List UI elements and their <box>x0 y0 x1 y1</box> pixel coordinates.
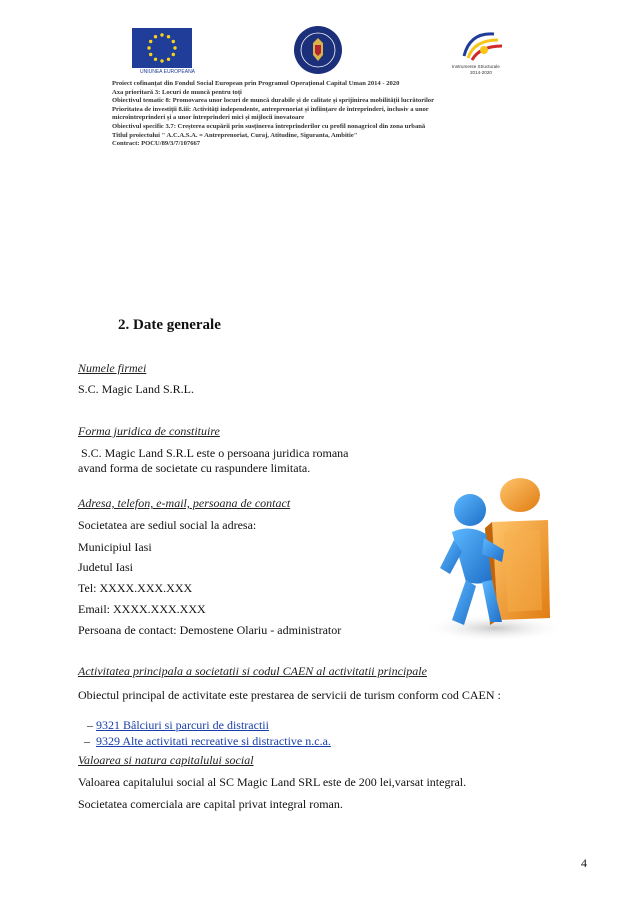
address-line: Societatea are sediul social la adresa: <box>78 518 257 532</box>
eu-logo <box>132 28 196 78</box>
address-line: Judetul Iasi <box>78 560 133 574</box>
section-heading: 2. Date generale <box>118 317 221 333</box>
eu-label: UNIUNEA EUROPEANA <box>140 69 196 75</box>
info-person-icon <box>400 470 575 645</box>
capital-line: Valoarea capitalului social al SC Magic Land SRL este de 200 lei,varsat integral. <box>78 775 467 789</box>
legal-form-title: Forma juridica de constituire <box>78 424 220 438</box>
caen-item <box>78 719 331 749</box>
company-name-title <box>78 361 364 376</box>
capital-title: Valoarea si natura capitalului social <box>78 753 254 767</box>
structural-instruments-years: 2014-2020 <box>470 70 492 75</box>
company-name-title-text: Numele firmei <box>78 361 147 375</box>
eu-star-icon <box>167 58 170 61</box>
activity-intro: Obiectul principal de activitate este prestarea de servicii de turism conform cod CAEN : <box>78 688 501 702</box>
contact-person-line: Persoana de contact: Demostene Olariu - administrator <box>78 623 342 637</box>
phone-line: Tel: XXXX.XXX.XXX <box>78 581 193 595</box>
eu-flag-icon <box>132 28 192 70</box>
eu-star-icon <box>154 58 157 61</box>
email-line: Email: XXXX.XXX.XXX <box>78 602 206 616</box>
structural-instruments-label: Instrumente Structurale <box>452 64 500 69</box>
header-line: Contract: POCU/89/3/7/107667 <box>112 140 201 148</box>
legal-form-line: avand forma de societate cu raspundere limitata. <box>78 461 311 475</box>
caen-9329-link[interactable]: 9329 Alte activitati recreative si distractive n.c.a. <box>96 734 331 748</box>
capital-line: Societatea comerciala are capital privat integral roman. <box>78 797 343 811</box>
header-line: Obiectivul tematic 8: Promovarea unor locuri de muncă durabile și de calitate și sprijinirea mobilității lucrătorilor <box>112 97 435 105</box>
eu-star-icon <box>149 53 152 56</box>
header-line: Axa prioritară 3: Locuri de muncă pentru toți <box>112 88 242 96</box>
header-line: Prioritatea de investiții 8.iii: Activități independente, antreprenoriat și înființare de întreprinderi, inclusiv a unor <box>112 105 429 113</box>
caen-item-prefix: – <box>84 718 96 732</box>
header-line: Titlul proiectului " A.C.A.S.A. = Antreprenoriat, Curaj, Atitudine, Siguranta, Ambitie" <box>112 131 358 139</box>
address-line: Municipiul Iasi <box>78 540 152 554</box>
government-logo <box>293 25 343 75</box>
header-line: Proiect cofinanțat din Fondul Social European prin Programul Operațional Capital Uman 2014 - 2020 <box>112 80 400 87</box>
eu-star-icon <box>172 53 175 56</box>
eu-star-icon <box>167 35 170 38</box>
structural-instruments-icon <box>458 26 508 64</box>
legal-form-line: S.C. Magic Land S.R.L este o persoana juridica romana <box>78 446 349 460</box>
header-line: microîntreprinderi și a unor întreprinderi mici și mijlocii inovatoare <box>112 114 305 122</box>
eu-star-icon <box>149 40 152 43</box>
page-number: 4 <box>581 856 587 870</box>
eu-star-icon <box>160 33 163 36</box>
activity-title: Activitatea principala a societatii si codul CAEN al activitatii principale <box>78 664 427 678</box>
government-seal-icon <box>293 25 343 75</box>
eu-star-icon <box>172 40 175 43</box>
caen-item-prefix: – <box>84 734 96 748</box>
company-name-value: S.C. Magic Land S.R.L. <box>78 382 194 396</box>
eu-star-icon <box>160 59 163 62</box>
header-line: Obiectivul specific 3.7: Creșterea ocupării prin susținerea întreprinderilor cu profil nonagricol din zona urbană <box>112 122 426 130</box>
project-header <box>112 80 542 149</box>
info-illustration <box>400 470 575 645</box>
structural-instruments-logo <box>452 26 512 81</box>
eu-star-icon <box>147 46 150 49</box>
caen-9321-link[interactable]: 9321 Bâlciuri si parcuri de distractii <box>96 718 269 732</box>
eu-star-icon <box>173 46 176 49</box>
eu-star-icon <box>154 35 157 38</box>
address-contact-title: Adresa, telefon, e-mail, persoana de contact <box>78 496 291 510</box>
